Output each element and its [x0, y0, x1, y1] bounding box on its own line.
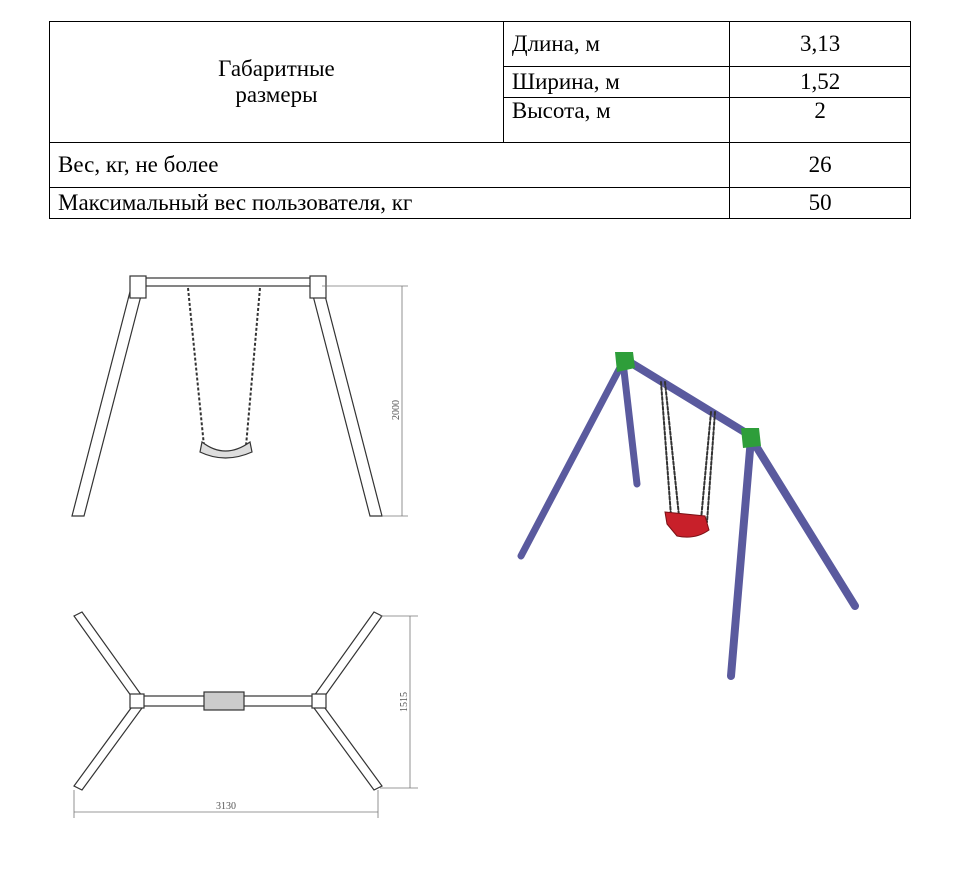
height-dimension-label: 2000	[391, 400, 402, 420]
weight-value: 26	[730, 143, 911, 188]
isometric-swing-illustration	[505, 340, 865, 690]
length-label: Длина, м	[503, 22, 729, 67]
width-label: Ширина, м	[503, 67, 729, 98]
max-user-weight-value: 50	[730, 188, 911, 219]
front-view-drawing	[60, 270, 420, 530]
weight-label: Вес, кг, не более	[50, 143, 730, 188]
dimensions-group-label: Габаритные размеры	[50, 22, 504, 143]
max-user-weight-label: Максимальный вес пользователя, кг	[50, 188, 730, 219]
top-view-drawing	[60, 600, 420, 830]
spec-table	[49, 21, 911, 219]
length-value: 3,13	[730, 22, 911, 67]
width-dimension-label: 1515	[399, 692, 410, 712]
height-label: Высота, м	[503, 98, 729, 143]
width-value: 1,52	[730, 67, 911, 98]
length-dimension-label: 3130	[216, 801, 236, 812]
height-value: 2	[730, 98, 911, 143]
